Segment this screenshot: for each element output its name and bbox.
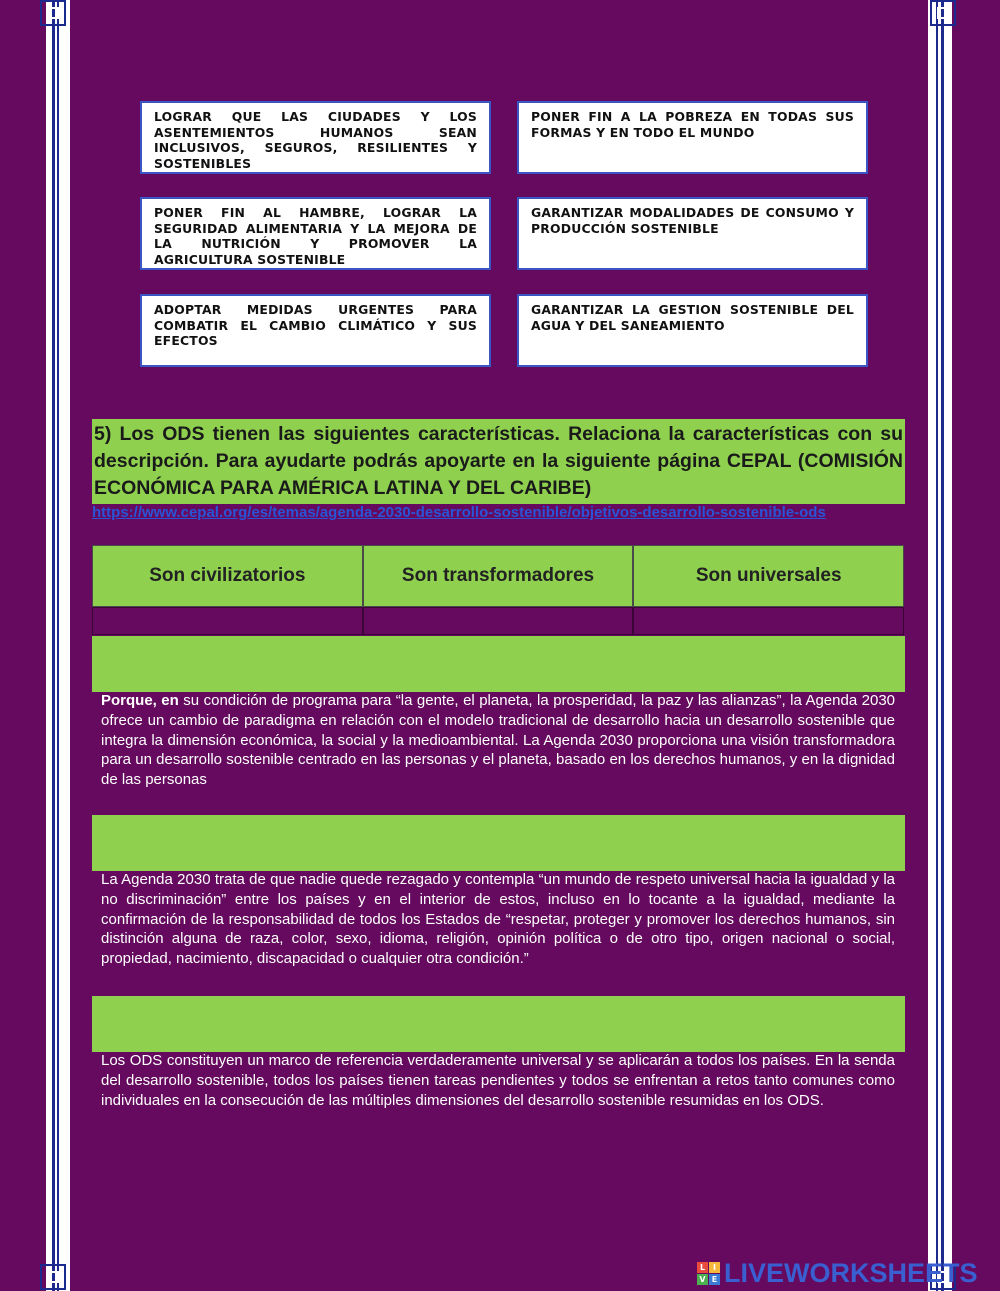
description-1 [101, 691, 895, 790]
liveworksheets-wordmark: LIVEWORKSHEETS [724, 1258, 978, 1288]
goal-card-clima[interactable]: ADOPTAR MEDIDAS URGENTES PARA COMBATIR EL CAMBIO CLIMÁTICO Y SUS EFECTOS [140, 294, 491, 367]
answer-drop-zone-1[interactable] [92, 636, 905, 692]
table-header-row [92, 545, 904, 607]
right-border-line [941, 0, 944, 1291]
corner-ornament-bottom-left [40, 1264, 66, 1290]
right-border-strip [928, 0, 952, 1291]
logo-letter: I [709, 1262, 720, 1273]
goal-card-agua[interactable]: GARANTIZAR LA GESTION SOSTENIBLE DEL AGUA Y DEL SANEAMIENTO [517, 294, 868, 367]
answer-drop-zone-2[interactable] [92, 815, 905, 871]
left-border-line [52, 0, 55, 1291]
right-border-line-inner [936, 0, 938, 1291]
right-decorative-border [928, 0, 960, 1291]
table-empty-row [92, 607, 904, 635]
corner-ornament-top-right [930, 0, 956, 26]
goal-card-hambre[interactable]: PONER FIN AL HAMBRE, LOGRAR LA SEGURIDAD ALIMENTARIA Y LA MEJORA DE LA NUTRICIÓN Y PROMOVER LA AGRICULTURA SOSTENIBLE [140, 197, 491, 270]
goal-card-ciudades[interactable]: LOGRAR QUE LAS CIUDADES Y LOS ASENTEMIENTOS HUMANOS SEAN INCLUSIVOS, SEGUROS, RESILIENTES Y SOSTENIBLES [140, 101, 491, 174]
liveworksheets-watermark [697, 1258, 978, 1289]
logo-letter: V [697, 1274, 708, 1285]
description-1-text: su condición de programa para “la gente, el planeta, la prosperidad, la paz y las alianzas”, la Agenda 2030 ofrece un cambio de paradigma en relación con el modelo tradicional de desarrollo hacia un desarrollo sostenible que integra la dimensión económica, la social y la medioambiental. La Agenda 2030 proporciona una visión transformadora para un desarrollo sostenible centrado en las personas y el planeta, basado en los derechos humanos, y en la dignidad de las personas [101, 692, 895, 789]
question-prompt: 5) Los ODS tienen las siguientes características. Relaciona la características con su descripción. Para ayudarte podrás apoyarte en la siguiente página CEPAL (COMISIÓN ECONÓMICA PARA AMÉRICA LATINA Y DEL CARIBE) [92, 419, 905, 504]
header-transformadores[interactable]: Son transformadores [363, 545, 634, 607]
cepal-link[interactable]: https://www.cepal.org/es/temas/agenda-2030-desarrollo-sostenible/objetivos-desarrollo-sostenible-ods [92, 504, 826, 521]
table-empty-cell [363, 607, 634, 635]
left-border-line-inner [57, 0, 59, 1291]
description-2: La Agenda 2030 trata de que nadie quede rezagado y contempla “un mundo de respeto universal hacia la igualdad y la no discriminación” entre los países y en el interior de estos, incluso en lo tocante a la igualdad, mediante la confirmación de la responsabilidad de todos los Estados de “respetar, proteger y promover los derechos humanos, sin distinción alguna de raza, color, sexo, idioma, religión, opinión política o de otro tipo, origen nacional o social, propiedad, nacimiento, discapacidad o cualquier otra condición.” [101, 871, 895, 968]
liveworksheets-logo-icon [697, 1262, 720, 1285]
description-3: Los ODS constituyen un marco de referencia verdaderamente universal y se aplicarán a todos los países. En la senda del desarrollo sostenible, todos los países tienen tareas pendientes y todos se enfrentan a retos tanto comunes como individuales en la consecución de las múltiples dimensiones del desarrollo sostenible resumidas en los ODS. [101, 1052, 895, 1109]
description-1-lead: Porque, en [101, 692, 179, 709]
corner-ornament-top-left [40, 0, 66, 26]
table-empty-cell [92, 607, 363, 635]
logo-letter: L [697, 1262, 708, 1273]
header-civilizatorios[interactable]: Son civilizatorios [92, 545, 363, 607]
table-empty-cell [633, 607, 904, 635]
logo-letter: E [709, 1274, 720, 1285]
goal-card-consumo[interactable]: GARANTIZAR MODALIDADES DE CONSUMO Y PRODUCCIÓN SOSTENIBLE [517, 197, 868, 270]
left-decorative-border [38, 0, 70, 1291]
goal-card-pobreza[interactable]: PONER FIN A LA POBREZA EN TODAS SUS FORMAS Y EN TODO EL MUNDO [517, 101, 868, 174]
answer-drop-zone-3[interactable] [92, 996, 905, 1052]
header-universales[interactable]: Son universales [633, 545, 904, 607]
characteristics-table [92, 545, 904, 635]
